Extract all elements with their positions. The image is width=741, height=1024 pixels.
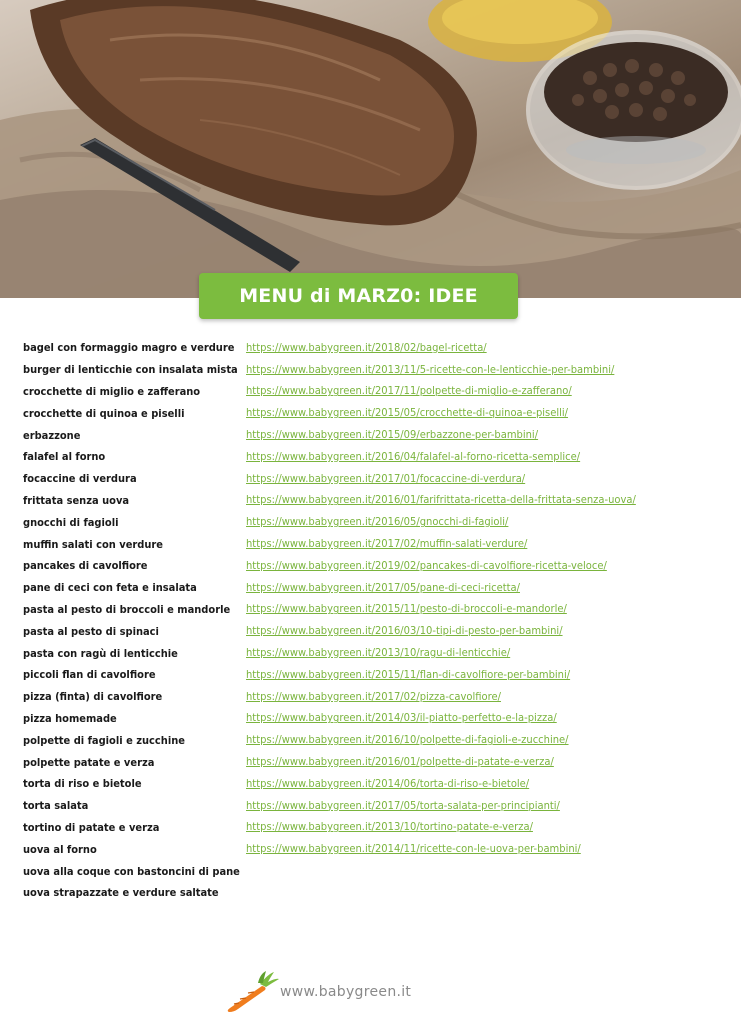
recipe-name: frittata senza uova — [23, 493, 130, 507]
recipe-name: focaccine di verdura — [23, 472, 137, 486]
list-item — [23, 446, 723, 468]
recipe-name: bagel con formaggio magro e verdure — [23, 341, 235, 355]
recipe-name: falafel al forno — [23, 450, 106, 464]
list-item — [23, 729, 723, 751]
recipe-link[interactable]: https://www.babygreen.it/2014/03/il-piatto-perfetto-e-la-pizza/ — [246, 712, 557, 725]
list-item — [23, 708, 723, 730]
recipe-link[interactable]: https://www.babygreen.it/2015/11/pesto-di-broccoli-e-mandorle/ — [246, 603, 567, 616]
recipe-name: polpette patate e verza — [23, 755, 155, 769]
recipe-name: pancakes di cavolfiore — [23, 559, 148, 573]
recipe-name: uova al forno — [23, 842, 97, 856]
recipe-name: gnocchi di fagioli — [23, 515, 119, 529]
list-item — [23, 686, 723, 708]
list-item — [23, 337, 723, 359]
recipe-name: uova alla coque con bastoncini di pane — [23, 864, 240, 878]
recipe-link[interactable]: https://www.babygreen.it/2014/06/torta-di-riso-e-bietole/ — [246, 777, 530, 790]
recipe-link[interactable]: https://www.babygreen.it/2018/02/bagel-ricetta/ — [246, 341, 487, 354]
list-item — [23, 817, 723, 839]
list-item — [23, 511, 723, 533]
recipe-name: muffin salati con verdure — [23, 537, 164, 551]
recipe-link[interactable]: https://www.babygreen.it/2017/01/focaccine-di-verdura/ — [246, 472, 526, 485]
list-item — [23, 860, 723, 882]
recipe-name: pasta al pesto di broccoli e mandorle — [23, 602, 231, 616]
recipe-name: piccoli flan di cavolfiore — [23, 668, 156, 682]
header-photo — [0, 0, 741, 298]
list-item — [23, 381, 723, 403]
recipe-link[interactable]: https://www.babygreen.it/2015/11/flan-di-cavolfiore-per-bambini/ — [246, 668, 571, 681]
recipe-link[interactable]: https://www.babygreen.it/2017/05/pane-di-ceci-ricetta/ — [246, 581, 520, 594]
list-item — [23, 424, 723, 446]
recipe-name: pasta al pesto di spinaci — [23, 624, 159, 638]
recipe-name: tortino di patate e verza — [23, 820, 160, 834]
list-item — [23, 359, 723, 381]
list-item — [23, 838, 723, 860]
list-item — [23, 577, 723, 599]
list-item — [23, 773, 723, 795]
list-item — [23, 620, 723, 642]
recipe-link[interactable]: https://www.babygreen.it/2015/05/crocchette-di-quinoa-e-piselli/ — [246, 407, 569, 420]
recipe-link[interactable]: https://www.babygreen.it/2013/10/tortino-patate-e-verza/ — [246, 821, 533, 834]
recipe-list — [23, 337, 723, 904]
recipe-link[interactable]: https://www.babygreen.it/2016/01/farifrittata-ricetta-della-frittata-senza-uova/ — [246, 494, 636, 507]
recipe-link[interactable]: https://www.babygreen.it/2016/04/falafel-al-forno-ricetta-semplice/ — [246, 450, 581, 463]
list-item — [23, 882, 723, 904]
footer-brand — [224, 970, 454, 1014]
recipe-link[interactable]: https://www.babygreen.it/2017/05/torta-salata-per-principianti/ — [246, 799, 560, 812]
recipe-link[interactable]: https://www.babygreen.it/2013/11/5-ricette-con-le-lenticchie-per-bambini/ — [246, 363, 615, 376]
recipe-link[interactable]: https://www.babygreen.it/2016/10/polpette-di-fagioli-e-zucchine/ — [246, 734, 569, 747]
list-item — [23, 533, 723, 555]
recipe-name: pizza (finta) di cavolfiore — [23, 690, 163, 704]
list-item — [23, 402, 723, 424]
recipe-name: erbazzone — [23, 428, 81, 442]
carrot-icon — [224, 970, 280, 1014]
recipe-name: crocchette di miglio e zafferano — [23, 384, 201, 398]
recipe-name: uova strapazzate e verdure saltate — [23, 886, 219, 900]
list-item — [23, 468, 723, 490]
recipe-name: pasta con ragù di lenticchie — [23, 646, 178, 660]
recipe-link[interactable]: https://www.babygreen.it/2014/11/ricette-con-le-uova-per-bambini/ — [246, 843, 581, 856]
list-item — [23, 490, 723, 512]
recipe-name: pizza homemade — [23, 711, 117, 725]
recipe-link[interactable]: https://www.babygreen.it/2017/11/polpette-di-miglio-e-zafferano/ — [246, 385, 572, 398]
recipe-link[interactable]: https://www.babygreen.it/2017/02/pizza-cavolfiore/ — [246, 690, 501, 703]
recipe-link[interactable]: https://www.babygreen.it/2013/10/ragu-di-lenticchie/ — [246, 647, 511, 660]
recipe-name: crocchette di quinoa e piselli — [23, 406, 185, 420]
recipe-name: torta salata — [23, 799, 89, 813]
list-item — [23, 642, 723, 664]
recipe-link[interactable]: https://www.babygreen.it/2016/01/polpette-di-patate-e-verza/ — [246, 756, 554, 769]
recipe-name: torta di riso e bietole — [23, 777, 142, 791]
footer-site[interactable]: www.babygreen.it — [280, 984, 412, 1000]
list-item — [23, 795, 723, 817]
recipe-link[interactable]: https://www.babygreen.it/2019/02/pancakes-di-cavolfiore-ricetta-veloce/ — [246, 559, 607, 572]
list-item — [23, 599, 723, 621]
recipe-name: burger di lenticchie con insalata mista — [23, 363, 238, 377]
recipe-link[interactable]: https://www.babygreen.it/2017/02/muffin-salati-verdure/ — [246, 538, 528, 551]
menu-title: MENU di MARZ0: IDEE — [239, 285, 478, 307]
recipe-name: polpette di fagioli e zucchine — [23, 733, 185, 747]
menu-title-banner — [199, 273, 518, 319]
list-item — [23, 664, 723, 686]
list-item — [23, 751, 723, 773]
list-item — [23, 555, 723, 577]
recipe-link[interactable]: https://www.babygreen.it/2016/03/10-tipi-di-pesto-per-bambini/ — [246, 625, 563, 638]
recipe-link[interactable]: https://www.babygreen.it/2016/05/gnocchi-di-fagioli/ — [246, 516, 509, 529]
recipe-link[interactable]: https://www.babygreen.it/2015/09/erbazzone-per-bambini/ — [246, 429, 539, 442]
bread-still-life-illustration — [0, 0, 741, 298]
recipe-name: pane di ceci con feta e insalata — [23, 581, 197, 595]
